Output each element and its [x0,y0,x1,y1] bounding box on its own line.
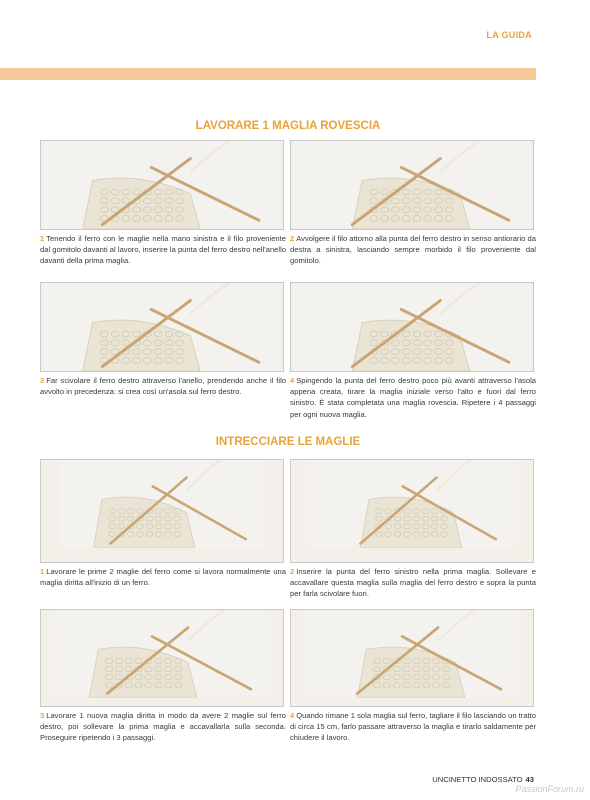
purl-step-3 [40,282,286,397]
step-caption [40,375,286,397]
step-number: 3 [40,376,45,385]
step-photo [290,459,534,563]
knitting-illustration [41,283,283,371]
step-number: 2 [290,234,295,243]
bindoff-step-3 [40,609,286,744]
purl-step-1 [40,140,286,267]
header-bar [0,68,536,80]
step-number: 4 [290,711,295,720]
magazine-name: UNCINETTO INDOSSATO [432,775,523,784]
step-number: 4 [290,376,295,385]
step-photo [40,459,284,563]
knitting-illustration [291,460,533,548]
knitting-illustration [291,610,533,698]
step-text: Quando rimane 1 sola maglia sul ferro, tagliare il filo lasciando un tratto di circa 15 cm, farlo passare attraverso la maglia e tirarlo saldamente per chiudere il lavoro. [290,711,536,743]
bindoff-step-1 [40,459,286,588]
step-caption [40,566,286,588]
step-text: Avvolgere il filo attorno alla punta del ferro destro in senso antiorario da destra a sinistra, lasciando sempre morbido il filo proveniente dal gomitolo. [290,234,536,266]
knitting-illustration [291,283,533,371]
step-caption [290,710,536,744]
section-title-bind-off: INTRECCIARE LE MAGLIE [215,436,361,448]
step-caption [290,566,536,600]
knitting-illustration [41,610,283,698]
step-photo [290,609,534,707]
step-text: Lavorare le prime 2 maglie del ferro come si lavora normalmente una maglia diritta all'inizio di un ferro. [40,567,286,588]
step-text: Lavorare 1 nuova maglia diritta in modo da avere 2 maglie sul ferro destro, poi sollevare la prima maglia e accavallarla sulla seconda. Proseguire ripetendo i 3 passaggi. [40,711,286,743]
purl-step-2 [290,140,536,267]
bindoff-step-4 [290,609,536,744]
step-number: 1 [40,567,45,576]
page-number: 43 [525,775,534,784]
step-text: Spingendo la punta del ferro destro poco più avanti attraverso l'asola appena creata, tirare la maglia iniziale verso l'alto e fuori dal ferro sinistro. È stata completata una maglia rovescia. Ripetere i 4 passaggi per ogni nuova maglia. [290,376,536,419]
step-caption [290,375,536,420]
step-text: Far scivolare il ferro destro attraverso l'anello, prendendo anche il filo avvolto in precedenza: si crea così un'asola sul ferro destro. [40,376,286,397]
step-number: 3 [40,711,45,720]
purl-step-4 [290,282,536,420]
step-photo [40,282,284,372]
knitting-illustration [41,141,283,229]
step-photo [40,609,284,707]
watermark: PassionForum.ru [515,784,584,794]
knitting-illustration [41,460,283,548]
step-caption [290,233,536,267]
step-photo [290,140,534,230]
section-title-purl: LAVORARE 1 MAGLIA ROVESCIA [195,120,381,132]
knitting-illustration [291,141,533,229]
step-photo [40,140,284,230]
running-header: LA GUIDA [486,30,532,40]
step-number: 2 [290,567,295,576]
bindoff-step-2 [290,459,536,600]
step-caption [40,710,286,744]
step-text: Tenendo il ferro con le maglie nella mano sinistra e il filo proveniente dal gomitolo davanti al lavoro, inserire la punta del ferro destro nell'anello davanti della prima maglia. [40,234,286,266]
step-caption [40,233,286,267]
step-number: 1 [40,234,45,243]
page-footer [432,775,534,784]
step-photo [290,282,534,372]
step-text: Inserire la punta del ferro sinistro nella prima maglia. Sollevare e accavallare questa maglia sulla maglia del ferro destro e sopra la punta per farla scivolare fuori. [290,567,536,599]
